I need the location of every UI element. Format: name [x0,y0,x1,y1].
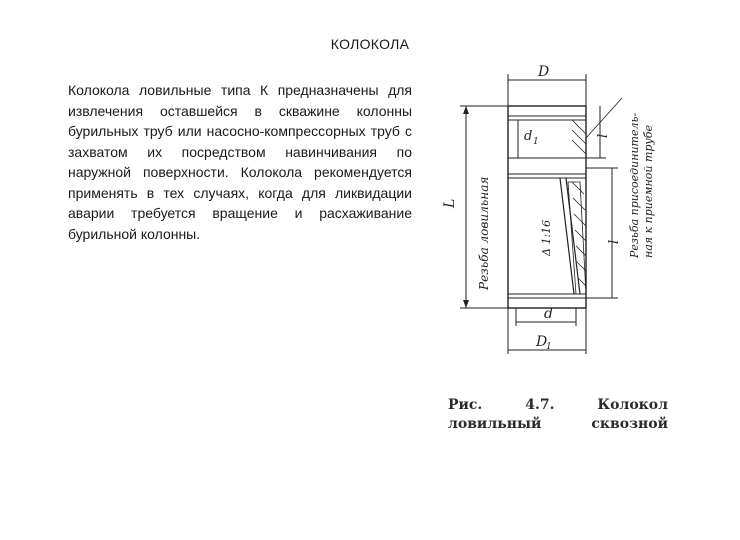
label-L: L [442,198,458,208]
bell-drawing [444,58,674,378]
label-connect-thread-1: Резьба присоединитель- [628,112,641,258]
label-D1: D [536,334,548,350]
label-D: D [538,64,550,80]
label-l1: l [596,133,611,138]
label-d1: d [524,129,533,144]
label-fishing-thread: Резьба ловильная [477,176,491,290]
figure-caption: Рис. 4.7. Колокол ловильный сквозной [448,397,668,432]
label-d1-sub: 1 [533,137,539,147]
label-l: l [607,239,622,244]
label-D1-sub: 1 [546,342,552,352]
label-connect-thread-2: ная к приемной трубе [642,124,655,258]
slide-title: КОЛОКОЛА [330,36,410,52]
body-paragraph: Колокола ловильные типа К предназначены для извлечения оставшейся в скважине колонны бурильных труб или насосно-компрессорных труб с захватом их посредством навинчивания по наружной поверхности. Колокола рекомендуется применять в тех случаях, когда для ликвидации аварии требуется вращение и расхаживание бурильной колонны. [68,82,412,242]
label-taper: Δ 1:16 [540,219,553,256]
label-d: d [544,306,553,322]
